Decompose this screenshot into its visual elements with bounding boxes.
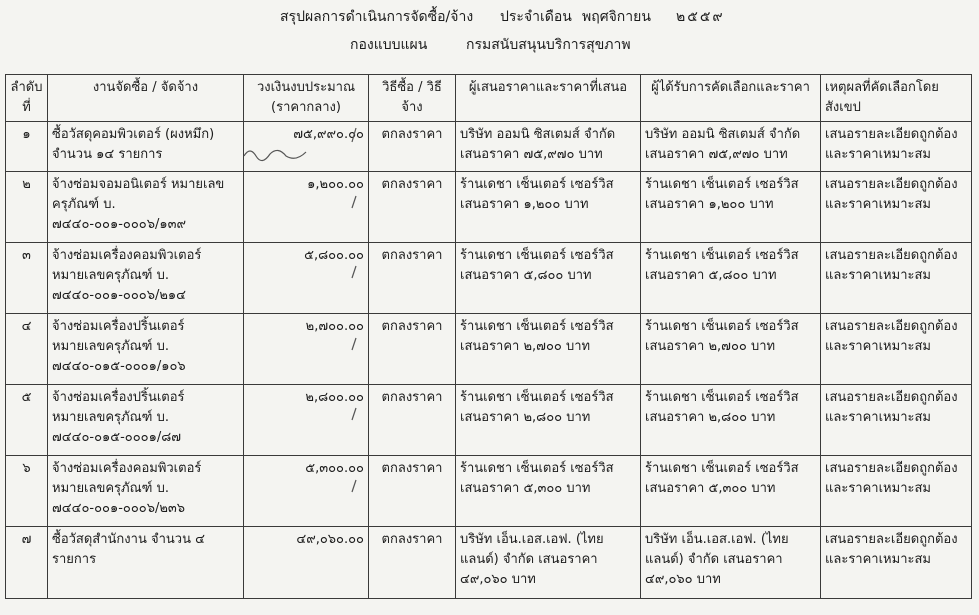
row-reason: เสนอรายละเอียดถูกต้องและราคาเหมาะสม [821,122,972,172]
row-budget: ๔๙,๐๖๐.๐๐ [244,527,369,599]
organization: กรมสนับสนุนบริการสุขภาพ [466,37,631,53]
row-number: ๔ [6,314,48,385]
row-method: ตกลงราคา [369,122,456,172]
row-number: ๑ [6,122,48,172]
report-title: สรุปผลการดำเนินการจัดซื้อ/จ้าง [280,9,474,25]
period-label: ประจำเดือน [500,9,572,25]
row-bidder: ร้านเดชา เซ็นเตอร์ เซอร์วิส เสนอราคา ๒,๘๐๐ บาท [456,385,641,456]
col-header-no: ลำดับที่ [6,75,48,122]
col-header-winner: ผู้ได้รับการคัดเลือกและราคา [641,75,821,122]
col-header-bidder: ผู้เสนอราคาและราคาที่เสนอ [456,75,641,122]
row-item: ซื้อวัสดุคอมพิวเตอร์ (ผงหมึก) จำนวน ๑๔ รายการ [48,122,244,172]
table-header-row [6,75,972,122]
row-budget: ๑,๒๐๐.๐๐ [244,172,369,243]
table-row [6,122,972,172]
row-reason: เสนอรายละเอียดถูกต้องและราคาเหมาะสม [821,527,972,599]
table-row [6,456,972,527]
department: กองแบบแผน [350,37,428,53]
table-row [6,385,972,456]
col-header-budget: วงเงินงบประมาณ (ราคากลาง) [244,75,369,122]
row-method: ตกลงราคา [369,172,456,243]
row-reason: เสนอรายละเอียดถูกต้องและราคาเหมาะสม [821,456,972,527]
row-winner: ร้านเดชา เซ็นเตอร์ เซอร์วิส เสนอราคา ๒,๗๐๐ บาท [641,314,821,385]
row-bidder: ร้านเดชา เซ็นเตอร์ เซอร์วิส เสนอราคา ๕,๓๐๐ บาท [456,456,641,527]
col-header-method: วิธีซื้อ / วิธีจ้าง [369,75,456,122]
row-method: ตกลงราคา [369,385,456,456]
row-bidder: ร้านเดชา เซ็นเตอร์ เซอร์วิส เสนอราคา ๕,๘๐๐ บาท [456,243,641,314]
row-winner: ร้านเดชา เซ็นเตอร์ เซอร์วิส เสนอราคา ๕,๓๐๐ บาท [641,456,821,527]
col-header-reason: เหตุผลที่คัดเลือกโดยสังเขป [821,75,972,122]
row-bidder: บริษัท ออมนิ ซิสเตมส์ จำกัด เสนอราคา ๗๕,๙๗๐ บาท [456,122,641,172]
table-row [6,172,972,243]
row-budget: ๒,๘๐๐.๐๐ [244,385,369,456]
row-method: ตกลงราคา [369,314,456,385]
row-budget: ๕,๘๐๐.๐๐ [244,243,369,314]
row-item: ซื้อวัสดุสำนักงาน จำนวน ๔ รายการ [48,527,244,599]
row-budget: ๕,๓๐๐.๐๐ [244,456,369,527]
table-row [6,527,972,599]
row-bidder: บริษัท เอ็น.เอส.เอฟ. (ไทยแลนด์) จำกัด เสนอราคา ๔๙,๐๖๐ บาท [456,527,641,599]
row-bidder: ร้านเดชา เซ็นเตอร์ เซอร์วิส เสนอราคา ๒,๗๐๐ บาท [456,314,641,385]
row-item: จ้างซ่อมเครื่องปริ้นเตอร์ หมายเลขครุภัณฑ์ บ. ๗๔๔๐-๐๑๕-๐๐๐๑/๘๗ [48,385,244,456]
row-item: จ้างซ่อมเครื่องคอมพิวเตอร์ หมายเลขครุภัณฑ์ บ. ๗๔๔๐-๐๐๑-๐๐๐๖/๒๑๔ [48,243,244,314]
row-item: จ้างซ่อมเครื่องปริ้นเตอร์ หมายเลขครุภัณฑ์ บ. ๗๔๔๐-๐๑๕-๐๐๐๑/๑๐๖ [48,314,244,385]
row-number: ๗ [6,527,48,599]
row-bidder: ร้านเดชา เซ็นเตอร์ เซอร์วิส เสนอราคา ๑,๒๐๐ บาท [456,172,641,243]
row-item: จ้างซ่อมเครื่องคอมพิวเตอร์ หมายเลขครุภัณฑ์ บ. ๗๔๔๐-๐๐๑-๐๐๐๖/๒๓๖ [48,456,244,527]
month: พฤศจิกายน [582,9,651,25]
row-method: ตกลงราคา [369,527,456,599]
row-reason: เสนอรายละเอียดถูกต้องและราคาเหมาะสม [821,385,972,456]
row-number: ๒ [6,172,48,243]
table-row [6,243,972,314]
row-budget: ๗๕,๙๙๐.๐๐ [244,122,369,172]
row-number: ๖ [6,456,48,527]
table-row [6,314,972,385]
procurement-table [5,74,972,599]
row-item: จ้างซ่อมจอมอนิเตอร์ หมายเลขครุภัณฑ์ บ. ๗๔๔๐-๐๐๑-๐๐๐๖/๑๓๙ [48,172,244,243]
row-reason: เสนอรายละเอียดถูกต้องและราคาเหมาะสม [821,243,972,314]
row-winner: ร้านเดชา เซ็นเตอร์ เซอร์วิส เสนอราคา ๒,๘๐๐ บาท [641,385,821,456]
year: ๒๕๕๙ [676,9,725,25]
row-method: ตกลงราคา [369,456,456,527]
row-winner: บริษัท เอ็น.เอส.เอฟ. (ไทยแลนด์) จำกัด เสนอราคา ๔๙,๐๖๐ บาท [641,527,821,599]
row-number: ๕ [6,385,48,456]
row-reason: เสนอรายละเอียดถูกต้องและราคาเหมาะสม [821,314,972,385]
row-winner: บริษัท ออมนิ ซิสเตมส์ จำกัด เสนอราคา ๗๕,๙๗๐ บาท [641,122,821,172]
document-header [0,0,979,70]
row-number: ๓ [6,243,48,314]
row-reason: เสนอรายละเอียดถูกต้องและราคาเหมาะสม [821,172,972,243]
row-winner: ร้านเดชา เซ็นเตอร์ เซอร์วิส เสนอราคา ๑,๒๐๐ บาท [641,172,821,243]
col-header-item: งานจัดซื้อ / จัดจ้าง [48,75,244,122]
row-budget: ๒,๗๐๐.๐๐ [244,314,369,385]
row-winner: ร้านเดชา เซ็นเตอร์ เซอร์วิส เสนอราคา ๕,๘๐๐ บาท [641,243,821,314]
row-method: ตกลงราคา [369,243,456,314]
